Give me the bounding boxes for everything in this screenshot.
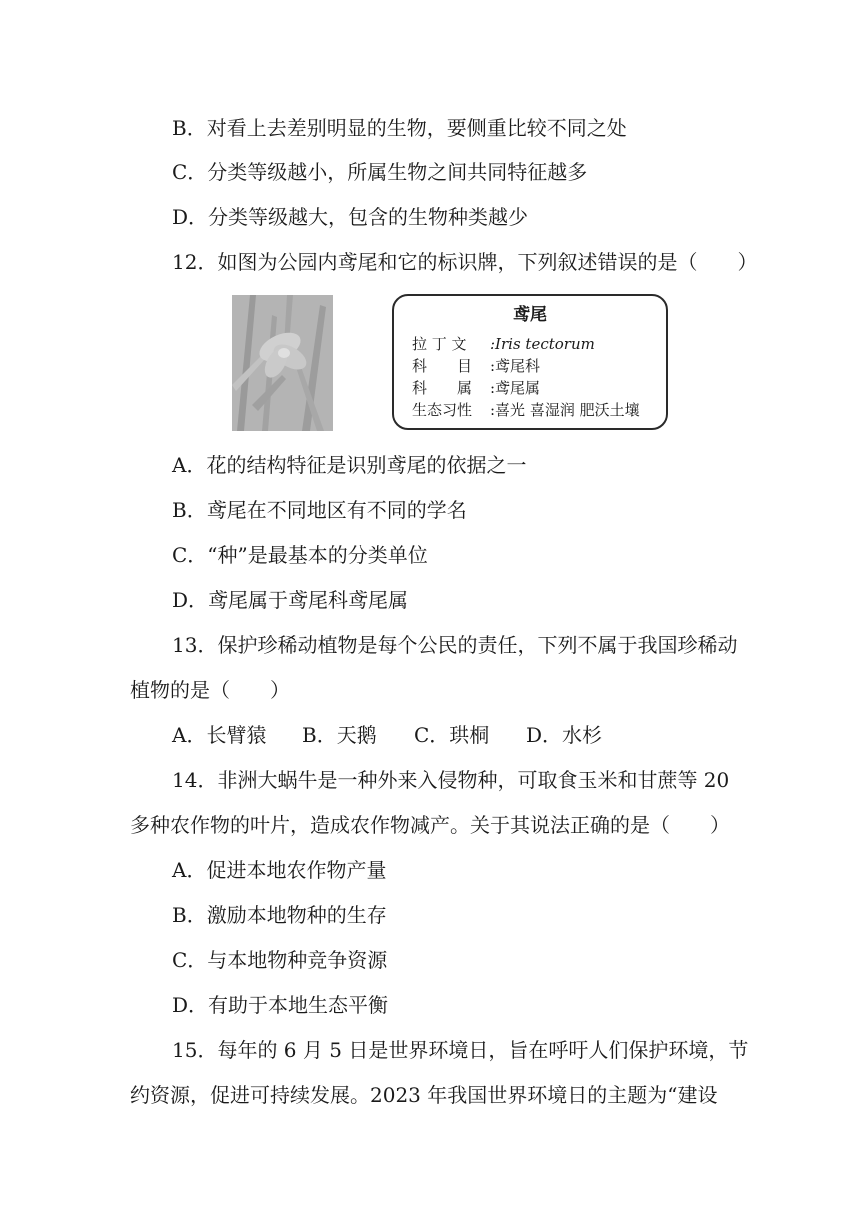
sign-row-genus: [412, 378, 540, 398]
q14-option-b: B．激励本地物种的生存: [172, 903, 387, 927]
sign-habit-key: 生态习性: [412, 401, 473, 419]
sign-row-latin: [412, 334, 595, 354]
q14-option-c: C．与本地物种竞争资源: [172, 948, 388, 972]
sign-family-key: 科 目: [412, 357, 473, 375]
q14-stem-line1: 14．非洲大蜗牛是一种外来入侵物种，可取食玉米和甘蔗等 20: [172, 768, 730, 792]
q13-options-row: [172, 722, 602, 748]
q13-stem-line2: 植物的是（ ）: [130, 678, 290, 702]
q15-stem-line2: 约资源，促进可持续发展。2023 年我国世界环境日的主题为“建设: [130, 1083, 718, 1107]
q14-option-a: A．促进本地农作物产量: [172, 858, 387, 882]
q11-option-c: C．分类等级越小，所属生物之间共同特征越多: [172, 160, 588, 184]
q11-option-b: B．对看上去差别明显的生物，要侧重比较不同之处: [172, 116, 627, 140]
sign-latin-key: 拉 丁 文: [412, 335, 467, 353]
sign-habit-value: :喜光 喜湿润 肥沃土壤: [490, 401, 640, 419]
sign-genus-value: :鸢尾属: [490, 379, 541, 397]
q15-stem-line1: 15．每年的 6 月 5 日是世界环境日，旨在呼吁人们保护环境，节: [172, 1038, 749, 1062]
q12-stem: 12．如图为公园内鸢尾和它的标识牌，下列叙述错误的是（ ）: [172, 250, 758, 274]
q12-option-b: B．鸢尾在不同地区有不同的学名: [172, 498, 467, 522]
q12-option-d: D．鸢尾属于鸢尾科鸢尾属: [172, 588, 409, 612]
sign-row-family: [412, 356, 540, 376]
q13-stem-line1: 13．保护珍稀动植物是每个公民的责任，下列不属于我国珍稀动: [172, 633, 738, 657]
q14-stem-line2: 多种农作物的叶片，造成农作物减产。关于其说法正确的是（ ）: [130, 813, 730, 837]
q13-option-d: D．水杉: [526, 723, 603, 747]
q13-option-a: A．长臂猿: [172, 723, 267, 747]
q12-option-c: C．“种”是最基本的分类单位: [172, 543, 428, 567]
iris-photo: [232, 295, 333, 431]
q13-option-c: C．珙桐: [414, 723, 490, 747]
iris-sign: [392, 294, 668, 430]
q11-option-d: D．分类等级越大，包含的生物种类越少: [172, 205, 529, 229]
sign-title: 鸢尾: [513, 305, 547, 325]
q12-option-a: A．花的结构特征是识别鸢尾的依据之一: [172, 453, 527, 477]
q14-option-d: D．有助于本地生态平衡: [172, 993, 389, 1017]
sign-genus-key: 科 属: [412, 379, 473, 397]
sign-family-value: :鸢尾科: [490, 357, 541, 375]
sign-row-habit: [412, 400, 640, 420]
q13-option-b: B．天鹅: [302, 723, 377, 747]
sign-latin-value: :Iris tectorum: [490, 335, 595, 353]
